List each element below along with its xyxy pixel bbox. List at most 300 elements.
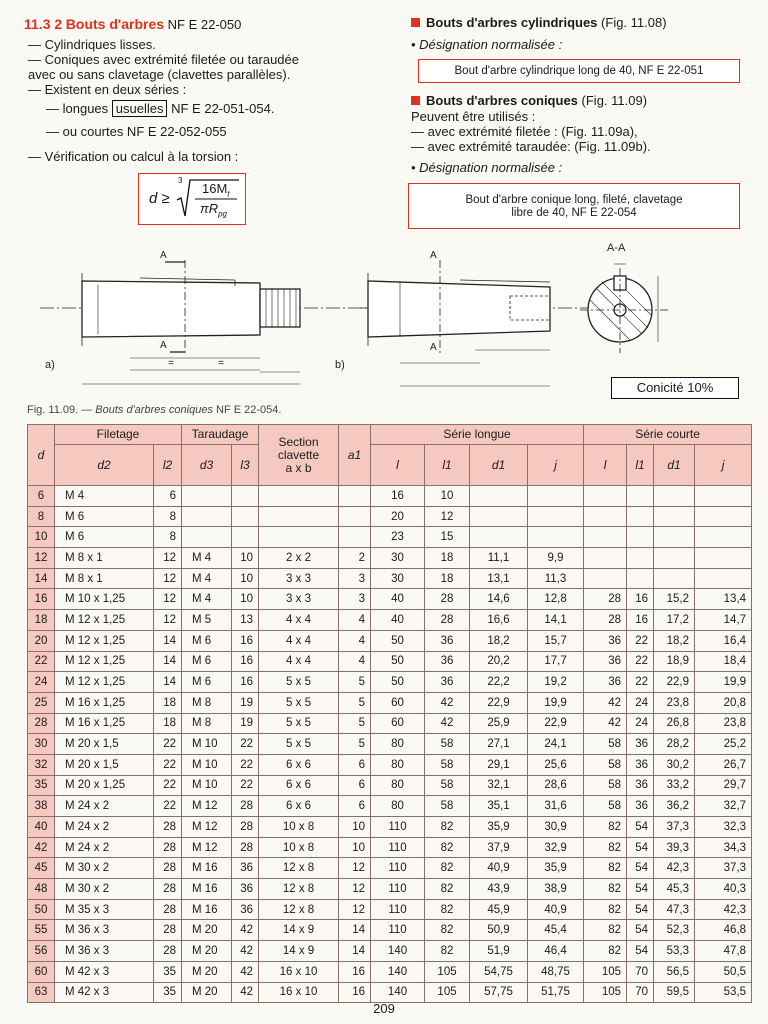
table-cell: M 12 x 1,25 — [55, 630, 154, 651]
table-cell: M 8 x 1 — [55, 568, 154, 589]
table-cell: 16 — [232, 630, 259, 651]
table-cell: 30 — [371, 548, 425, 569]
table-cell: M 12 x 1,25 — [55, 651, 154, 672]
table-cell: M 20 — [182, 961, 232, 982]
table-cell: 14 — [154, 672, 182, 693]
table-cell: 6 x 6 — [259, 754, 339, 775]
table-cell: 19,9 — [528, 692, 584, 713]
table-cell: 54,75 — [470, 961, 528, 982]
table-cell: M 6 — [55, 506, 154, 527]
row-diameter: 55 — [28, 920, 55, 941]
table-cell: 29,1 — [470, 754, 528, 775]
table-cell: 8 — [154, 527, 182, 548]
table-cell: M 10 — [182, 734, 232, 755]
table-cell: 18 — [154, 713, 182, 734]
col-courte-j: j — [695, 445, 752, 486]
page-number: 209 — [373, 1001, 395, 1016]
table-cell: 40 — [371, 610, 425, 631]
table-cell: 10 — [339, 817, 371, 838]
table-cell: 28 — [154, 817, 182, 838]
table-cell: 4 x 4 — [259, 630, 339, 651]
table-cell — [182, 486, 232, 507]
table-cell: 43,9 — [470, 879, 528, 900]
col-a1: a1 — [339, 425, 371, 486]
table-cell: 42 — [584, 713, 627, 734]
table-cell — [584, 548, 627, 569]
table-cell: 14 x 9 — [259, 941, 339, 962]
table-cell: M 24 x 2 — [55, 837, 154, 858]
table-cell: 28 — [154, 837, 182, 858]
table-cell: 37,3 — [654, 817, 695, 838]
table-cell: 50 — [371, 630, 425, 651]
table-cell: 14,7 — [695, 610, 752, 631]
row-diameter: 56 — [28, 941, 55, 962]
row-diameter: 20 — [28, 630, 55, 651]
table-cell: 35 — [154, 982, 182, 1003]
red-square-icon — [411, 18, 420, 27]
table-cell: 12 — [154, 568, 182, 589]
table-cell: 10 — [232, 568, 259, 589]
table-cell: 82 — [584, 837, 627, 858]
table-cell: M 20 — [182, 920, 232, 941]
table-cell: 29,7 — [695, 775, 752, 796]
conical-designation-box: Bout d'arbre conique long, fileté, clavetage libre de 40, NF E 22-054 — [408, 183, 740, 229]
table-cell: 80 — [371, 754, 425, 775]
row-diameter: 28 — [28, 713, 55, 734]
table-cell: M 20 x 1,25 — [55, 775, 154, 796]
row-diameter: 60 — [28, 961, 55, 982]
table-cell: M 42 x 3 — [55, 982, 154, 1003]
col-l2: l2 — [154, 445, 182, 486]
table-cell: 5 — [339, 734, 371, 755]
table-cell: 46,4 — [528, 941, 584, 962]
table-cell — [627, 527, 654, 548]
table-cell: 22 — [627, 630, 654, 651]
table-cell: 30,9 — [528, 817, 584, 838]
row-diameter: 14 — [28, 568, 55, 589]
table-cell: 18,4 — [695, 651, 752, 672]
table-cell: 36 — [584, 672, 627, 693]
table-cell: 22,9 — [654, 672, 695, 693]
table-cell: 24 — [627, 713, 654, 734]
table-cell: 25,6 — [528, 754, 584, 775]
table-cell — [654, 486, 695, 507]
table-cell: 16 — [232, 672, 259, 693]
intro-line-1: — Cylindriques lisses. — [28, 37, 156, 52]
table-cell: 35,9 — [470, 817, 528, 838]
table-cell — [182, 527, 232, 548]
table-cell: 54 — [627, 941, 654, 962]
table-cell — [654, 527, 695, 548]
table-cell: M 16 x 1,25 — [55, 713, 154, 734]
section-title: Bouts d'arbres — [65, 16, 165, 32]
table-cell: 36 — [425, 651, 470, 672]
table-cell: 45,4 — [528, 920, 584, 941]
table-cell: 45,9 — [470, 899, 528, 920]
table-cell: 57,75 — [470, 982, 528, 1003]
intro-line-2: — Coniques avec extrémité filetée ou taraudée — [28, 52, 299, 67]
table-cell: 11,1 — [470, 548, 528, 569]
table-cell: 14 — [154, 630, 182, 651]
table-cell: 5 x 5 — [259, 734, 339, 755]
table-cell: 3 — [339, 589, 371, 610]
table-row — [28, 858, 752, 879]
table-cell: 56,5 — [654, 961, 695, 982]
table-cell: 53,5 — [695, 982, 752, 1003]
table-cell: 82 — [584, 858, 627, 879]
table-cell — [695, 506, 752, 527]
table-cell: 54 — [627, 879, 654, 900]
table-cell: 14 x 9 — [259, 920, 339, 941]
table-cell: 10 — [339, 837, 371, 858]
col-courte-l: l — [584, 445, 627, 486]
table-cell: 80 — [371, 796, 425, 817]
table-cell: 110 — [371, 817, 425, 838]
table-cell: 17,7 — [528, 651, 584, 672]
table-cell: 54 — [627, 837, 654, 858]
table-cell: 28 — [154, 879, 182, 900]
table-cell: 28 — [232, 837, 259, 858]
svg-text:A: A — [160, 340, 167, 351]
table-cell: M 10 x 1,25 — [55, 589, 154, 610]
table-cell: 37,3 — [695, 858, 752, 879]
table-cell: M 16 x 1,25 — [55, 692, 154, 713]
table-cell: 82 — [584, 879, 627, 900]
table-cell: 6 — [339, 796, 371, 817]
table-row — [28, 899, 752, 920]
table-cell: 12 x 8 — [259, 858, 339, 879]
col-l1: l1 — [425, 445, 470, 486]
table-cell: 105 — [425, 982, 470, 1003]
table-row — [28, 610, 752, 631]
table-cell: 22 — [627, 672, 654, 693]
table-cell: 54 — [627, 920, 654, 941]
table-cell — [695, 486, 752, 507]
table-cell: 2 x 2 — [259, 548, 339, 569]
table-cell: 28 — [154, 858, 182, 879]
table-cell: 16 x 10 — [259, 961, 339, 982]
table-cell: 36 — [627, 754, 654, 775]
table-cell: 26,7 — [695, 754, 752, 775]
table-cell: 48,75 — [528, 961, 584, 982]
table-cell: 4 — [339, 630, 371, 651]
table-cell: 4 x 4 — [259, 610, 339, 631]
table-cell: 40,3 — [695, 879, 752, 900]
table-cell: M 6 — [182, 672, 232, 693]
table-cell: 14 — [339, 920, 371, 941]
table-cell: 28 — [584, 589, 627, 610]
table-cell: 42 — [232, 982, 259, 1003]
table-cell: 50 — [371, 651, 425, 672]
table-cell: 13 — [232, 610, 259, 631]
table-cell: 42 — [425, 713, 470, 734]
table-cell: 28 — [232, 796, 259, 817]
col-l3: l3 — [232, 445, 259, 486]
table-row — [28, 713, 752, 734]
table-cell: M 4 — [182, 589, 232, 610]
table-cell — [470, 486, 528, 507]
table-cell: 10 — [232, 548, 259, 569]
table-cell: 15,2 — [654, 589, 695, 610]
table-cell — [584, 568, 627, 589]
table-cell: 42 — [584, 692, 627, 713]
table-cell: 58 — [584, 734, 627, 755]
table-cell: M 20 — [182, 941, 232, 962]
table-cell: 4 x 4 — [259, 651, 339, 672]
group-serie-longue: Série longue — [371, 425, 584, 445]
longues-prefix: — longues — [46, 101, 109, 116]
table-cell: 82 — [584, 920, 627, 941]
row-diameter: 18 — [28, 610, 55, 631]
table-cell: 22 — [154, 754, 182, 775]
table-cell: 16 — [371, 486, 425, 507]
formula-root-index: 3 — [178, 176, 183, 185]
table-cell: 28 — [154, 941, 182, 962]
table-cell: 30 — [371, 568, 425, 589]
shaft-end-dimensions-table — [27, 424, 752, 1003]
table-cell: M 6 — [182, 651, 232, 672]
table-cell: 24,1 — [528, 734, 584, 755]
table-cell: 6 — [339, 775, 371, 796]
table-cell: 54 — [627, 858, 654, 879]
svg-text:A: A — [160, 250, 167, 261]
table-cell: 16 — [232, 651, 259, 672]
table-cell: 58 — [584, 796, 627, 817]
table-cell: 22,2 — [470, 672, 528, 693]
table-cell: 18 — [154, 692, 182, 713]
table-cell: 140 — [371, 941, 425, 962]
table-cell: M 12 x 1,25 — [55, 672, 154, 693]
table-cell: M 6 — [182, 630, 232, 651]
table-cell: 10 x 8 — [259, 817, 339, 838]
table-cell: M 10 — [182, 775, 232, 796]
col-l: l — [371, 445, 425, 486]
series-courtes: — ou courtes NF E 22-052-055 — [46, 124, 227, 139]
table-cell: 3 x 3 — [259, 568, 339, 589]
table-cell: 28 — [425, 589, 470, 610]
table-cell: M 12 — [182, 817, 232, 838]
table-cell: M 5 — [182, 610, 232, 631]
table-cell — [584, 527, 627, 548]
table-cell — [627, 486, 654, 507]
table-cell: 33,2 — [654, 775, 695, 796]
table-cell: 28,6 — [528, 775, 584, 796]
table-cell: M 12 — [182, 796, 232, 817]
table-cell: 58 — [425, 796, 470, 817]
table-cell: 82 — [425, 858, 470, 879]
longues-norm: NF E 22-051-054. — [171, 101, 275, 116]
table-cell: 40,9 — [470, 858, 528, 879]
table-row — [28, 548, 752, 569]
table-cell — [528, 486, 584, 507]
table-cell: 110 — [371, 879, 425, 900]
torsion-formula — [138, 173, 246, 225]
table-cell: 12 — [339, 899, 371, 920]
conicity-box: Conicité 10% — [611, 377, 739, 399]
table-cell: 42,3 — [695, 899, 752, 920]
table-cell: 10 x 8 — [259, 837, 339, 858]
cylindrical-heading: Bouts d'arbres cylindriques (Fig. 11.08) — [411, 15, 667, 30]
table-cell: 22 — [154, 775, 182, 796]
row-diameter: 50 — [28, 899, 55, 920]
table-cell: M 36 x 3 — [55, 941, 154, 962]
table-cell: 18,2 — [654, 630, 695, 651]
table-cell: 12,8 — [528, 589, 584, 610]
table-cell: 16 — [339, 982, 371, 1003]
table-cell: 12 — [154, 610, 182, 631]
table-cell: 110 — [371, 858, 425, 879]
table-cell: 5 — [339, 672, 371, 693]
table-cell: 12 — [339, 858, 371, 879]
table-row — [28, 589, 752, 610]
table-cell — [627, 506, 654, 527]
table-cell: M 6 — [55, 527, 154, 548]
table-cell: 35 — [154, 961, 182, 982]
table-cell — [232, 506, 259, 527]
formula-denominator: $\pi R_{pg}$ — [200, 201, 228, 219]
table-cell: 16,6 — [470, 610, 528, 631]
table-cell: 6 — [154, 486, 182, 507]
table-cell: 16 x 10 — [259, 982, 339, 1003]
table-cell: 28 — [425, 610, 470, 631]
table-cell: M 36 x 3 — [55, 920, 154, 941]
col-courte-d1: d1 — [654, 445, 695, 486]
table-cell: 18 — [425, 548, 470, 569]
table-cell: 3 x 3 — [259, 589, 339, 610]
row-diameter: 16 — [28, 589, 55, 610]
table-cell: 17,2 — [654, 610, 695, 631]
table-cell: 47,3 — [654, 899, 695, 920]
row-diameter: 12 — [28, 548, 55, 569]
table-row — [28, 568, 752, 589]
table-cell: 8 — [154, 506, 182, 527]
table-cell: 5 x 5 — [259, 672, 339, 693]
table-cell — [627, 568, 654, 589]
col-section-clavette: Section clavette a x b — [259, 425, 339, 486]
table-cell: 5 x 5 — [259, 713, 339, 734]
table-cell: M 10 — [182, 754, 232, 775]
usuelles-box: usuelles — [112, 100, 168, 117]
table-cell: 80 — [371, 775, 425, 796]
table-cell: 22,9 — [528, 713, 584, 734]
table-cell: 6 x 6 — [259, 775, 339, 796]
table-cell: M 8 — [182, 713, 232, 734]
table-cell: 28,2 — [654, 734, 695, 755]
table-cell — [654, 506, 695, 527]
table-cell: 4 — [339, 610, 371, 631]
table-cell: 42,3 — [654, 858, 695, 879]
table-cell: M 20 x 1,5 — [55, 734, 154, 755]
table-cell: 16 — [627, 589, 654, 610]
table-row — [28, 775, 752, 796]
row-diameter: 8 — [28, 506, 55, 527]
table-cell: 12 — [425, 506, 470, 527]
table-cell: 28 — [154, 899, 182, 920]
table-cell: 19,2 — [528, 672, 584, 693]
table-cell: 52,3 — [654, 920, 695, 941]
table-cell: 18,2 — [470, 630, 528, 651]
table-cell: 82 — [425, 879, 470, 900]
table-cell: 105 — [425, 961, 470, 982]
table-cell: 42 — [425, 692, 470, 713]
table-cell: 58 — [425, 754, 470, 775]
table-cell: 18 — [425, 568, 470, 589]
table-cell: 20,2 — [470, 651, 528, 672]
table-cell — [470, 506, 528, 527]
table-cell: 35,1 — [470, 796, 528, 817]
table-cell: 42 — [232, 961, 259, 982]
table-cell: 82 — [584, 941, 627, 962]
table-cell: M 24 x 2 — [55, 817, 154, 838]
table-cell: 22 — [154, 796, 182, 817]
conical-heading: Bouts d'arbres coniques (Fig. 11.09) — [411, 93, 647, 108]
table-cell: 58 — [425, 734, 470, 755]
table-cell: M 8 — [182, 692, 232, 713]
table-cell — [232, 486, 259, 507]
table-cell: 14,1 — [528, 610, 584, 631]
label-view-a: a) — [45, 359, 55, 371]
table-cell: 58 — [425, 775, 470, 796]
svg-text:A: A — [430, 342, 437, 353]
table-cell: 12 — [154, 548, 182, 569]
table-cell: 140 — [371, 982, 425, 1003]
table-cell: 30,2 — [654, 754, 695, 775]
table-cell — [654, 548, 695, 569]
group-taraudage: Taraudage — [182, 425, 259, 445]
table-cell: 51,9 — [470, 941, 528, 962]
table-cell: M 16 — [182, 858, 232, 879]
col-d1: d1 — [470, 445, 528, 486]
table-cell: 6 x 6 — [259, 796, 339, 817]
table-cell: 20,8 — [695, 692, 752, 713]
row-diameter: 32 — [28, 754, 55, 775]
table-cell — [259, 486, 339, 507]
table-cell: 36 — [627, 775, 654, 796]
table-cell: 45,3 — [654, 879, 695, 900]
table-row — [28, 879, 752, 900]
table-cell: 14 — [154, 651, 182, 672]
table-cell: 5 — [339, 692, 371, 713]
table-cell: 36 — [425, 630, 470, 651]
table-cell: 82 — [425, 899, 470, 920]
table-row — [28, 651, 752, 672]
table-cell: 22 — [627, 651, 654, 672]
red-square-icon — [411, 96, 420, 105]
table-cell: 36 — [627, 796, 654, 817]
row-diameter: 25 — [28, 692, 55, 713]
table-cell: 2 — [339, 548, 371, 569]
table-cell: 110 — [371, 837, 425, 858]
table-cell: M 8 x 1 — [55, 548, 154, 569]
table-cell: 51,75 — [528, 982, 584, 1003]
table-cell: 60 — [371, 713, 425, 734]
table-row — [28, 630, 752, 651]
figure-caption: Fig. 11.09. — Bouts d'arbres coniques NF E 22-054. — [27, 404, 282, 416]
col-d: d — [28, 425, 55, 486]
section-number: 11.3 2 — [24, 16, 63, 32]
table-cell: 19 — [232, 692, 259, 713]
table-cell: M 35 x 3 — [55, 899, 154, 920]
table-cell: M 42 x 3 — [55, 961, 154, 982]
svg-text:A: A — [430, 250, 437, 261]
table-row — [28, 961, 752, 982]
table-cell: M 30 x 2 — [55, 858, 154, 879]
table-cell: M 30 x 2 — [55, 879, 154, 900]
table-cell: 13,4 — [695, 589, 752, 610]
table-cell: 32,3 — [695, 817, 752, 838]
svg-text:=: = — [168, 358, 174, 369]
table-cell: 35,9 — [528, 858, 584, 879]
